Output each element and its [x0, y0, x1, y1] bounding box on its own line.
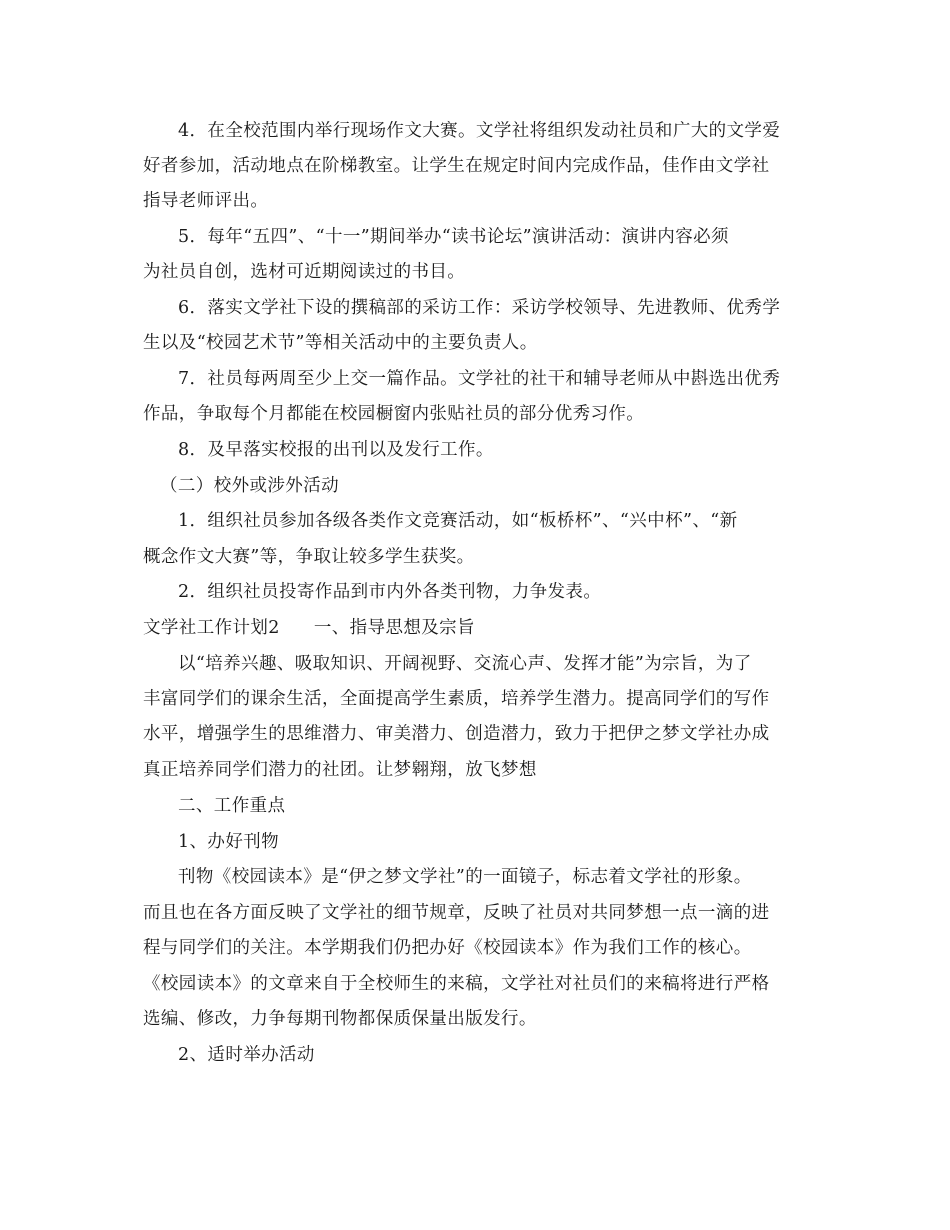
section-heading: 一、指导思想及宗旨 — [313, 618, 475, 638]
paragraph-line: 6．落实文学社下设的撰稿部的采访工作：采访学校领导、先进教师、优秀学 — [178, 298, 781, 318]
subsection-heading: 2、适时举办活动 — [178, 1045, 315, 1065]
paragraph-line: 为社员自创，选材可近期阅读过的书目。 — [143, 262, 466, 282]
paragraph-line: 丰富同学们的课余生活，全面提高学生素质，培养学生潜力。提高同学们的写作 — [143, 689, 770, 709]
paragraph-line: 8．及早落实校报的出刊以及发行工作。 — [178, 440, 494, 460]
paragraph-line: 好者参加，活动地点在阶梯教室。让学生在规定时间内完成作品，佳作由文学社 — [143, 156, 770, 176]
paragraph-line: 生以及“校园艺术节”等相关活动中的主要负责人。 — [143, 333, 538, 353]
document-title: 文学社工作计划2 — [143, 618, 280, 638]
paragraph-line: 2．组织社员投寄作品到市内外各类刊物，力争发表。 — [178, 582, 602, 602]
paragraph-line: 概念作文大赛”等，争取让较多学生获奖。 — [143, 547, 475, 567]
section-heading: 二、工作重点 — [178, 796, 286, 816]
paragraph-line: 真正培养同学们潜力的社团。让梦翱翔，放飞梦想 — [143, 760, 537, 780]
paragraph-line: 刊物《校园读本》是“伊之梦文学社”的一面镜子，标志着文学社的形象。 — [178, 867, 752, 887]
paragraph-line: 5．每年“五四”、“十一”期间举办“读书论坛”演讲活动：演讲内容必须 — [178, 227, 729, 247]
paragraph-line: 指导老师评出。 — [143, 191, 269, 211]
title-line — [143, 616, 823, 640]
paragraph-line: 1．组织社员参加各级各类作文竞赛活动，如“板桥杯”、“兴中杯”、“新 — [178, 511, 738, 531]
paragraph-line: 4．在全校范围内举行现场作文大赛。文学社将组织发动社员和广大的文学爱 — [178, 121, 781, 141]
paragraph-line: 《校园读本》的文章来自于全校师生的来稿，文学社对社员们的来稿将进行严格 — [143, 974, 770, 994]
paragraph-line: 选编、修改，力争每期刊物都保质保量出版发行。 — [143, 1009, 537, 1029]
subsection-heading: 1、办好刊物 — [178, 832, 280, 852]
paragraph-line: 作品，争取每个月都能在校园橱窗内张贴社员的部分优秀习作。 — [143, 404, 645, 424]
paragraph-line: 程与同学们的关注。本学期我们仍把办好《校园读本》作为我们工作的核心。 — [143, 938, 752, 958]
paragraph-line: 水平，增强学生的思维潜力、审美潜力、创造潜力，致力于把伊之梦文学社办成 — [143, 724, 770, 744]
paragraph-line: 而且也在各方面反映了文学社的细节规章，反映了社员对共同梦想一点一滴的进 — [143, 903, 770, 923]
paragraph-line: 以“培养兴趣、吸取知识、开阔视野、交流心声、发挥才能”为宗旨，为了 — [178, 654, 752, 674]
paragraph-line: 7．社员每两周至少上交一篇作品。文学社的社干和辅导老师从中斟选出优秀 — [178, 369, 781, 389]
section-heading: （二）校外或涉外活动 — [160, 476, 339, 496]
